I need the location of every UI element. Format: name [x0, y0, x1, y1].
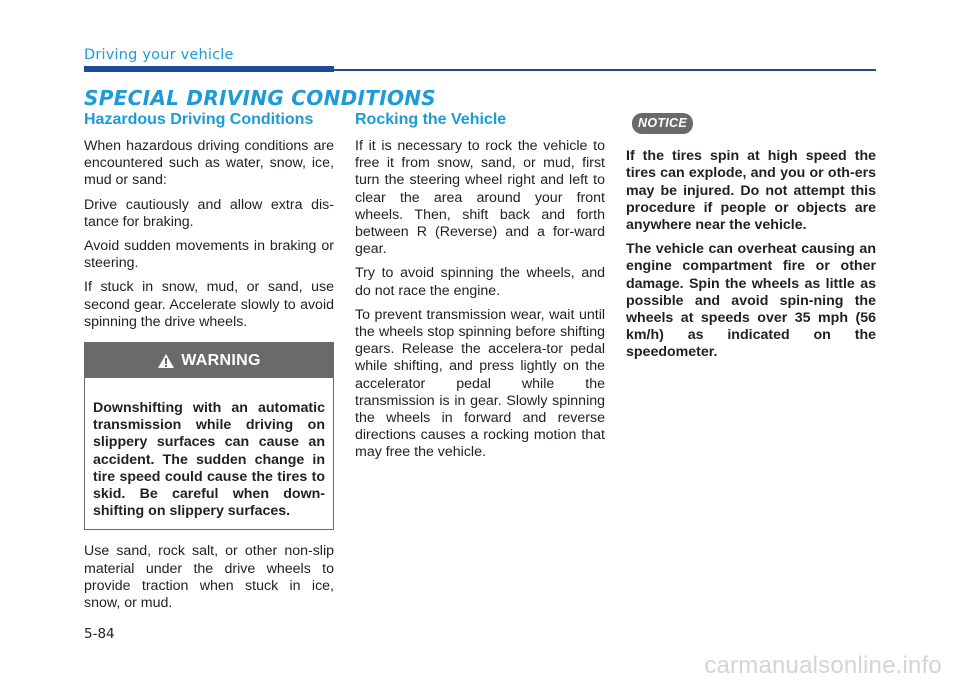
header-bar-thin [334, 69, 876, 71]
paragraph: When hazardous driving conditions are encountered such as water, snow, ice, mud or sand: [84, 138, 334, 189]
header-bar-thick [84, 66, 334, 72]
notice-paragraph: If the tires spin at high speed the tires can explode, and you or oth-ers may be injured. Do not attempt this procedure if people or objects are anywhere near the vehicle. [626, 148, 876, 234]
warning-triangle-icon [157, 353, 175, 369]
heading-hazardous: Hazardous Driving Conditions [84, 111, 314, 128]
watermark: carmanualsonline.info [704, 652, 942, 679]
paragraph: Try to avoid spinning the wheels, and do not race the engine. [355, 265, 605, 299]
paragraph: To prevent transmission wear, wait until the wheels stop spinning before shifting gears. Release the accelera-tor pedal while shifting, and press lightly on the accelerator pedal while the transmission is in gear. Slowly spinning the wheels in forward and reverse directions causes a rocking motion that may free the vehicle. [355, 306, 605, 461]
warning-header [85, 343, 333, 378]
warning-box [84, 342, 334, 530]
column-hazardous [84, 110, 334, 619]
paragraph: Drive cautiously and allow extra dis-tance for braking. [84, 196, 334, 230]
warning-text: Downshifting with an automatic transmission while driving on slippery surfaces can cause an accident. The sudden change in tire speed could cause the tires to skid. Be careful when down-shifting on slippery surfaces. [93, 400, 325, 520]
paragraph: If it is necessary to rock the vehicle to free it from snow, sand, or mud, first turn the steering wheel right and left to clear the area around your front wheels. Then, shift back and forth between R (Reverse) and a for-ward gear. [355, 138, 605, 258]
column-notice [626, 110, 876, 369]
section-label: Driving your vehicle [84, 47, 234, 63]
warning-label: WARNING [181, 351, 261, 369]
notice-paragraph: The vehicle can overheat causing an engine compartment fire or other damage. Spin the wheels as little as possible and avoid spin-ning the wheels at speeds over 35 mph (56 km/h) as indicated on the speedometer. [626, 241, 876, 361]
paragraph: Use sand, rock salt, or other non-slip material under the drive wheels to provide traction when stuck in ice, snow, or mud. [84, 543, 334, 612]
page-title: SPECIAL DRIVING CONDITIONS [84, 86, 436, 110]
page-number: 5-84 [84, 626, 115, 642]
paragraph: Avoid sudden movements in braking or steering. [84, 238, 334, 272]
paragraph: If stuck in snow, mud, or sand, use second gear. Accelerate slowly to avoid spinning the drive wheels. [84, 279, 334, 330]
heading-rocking: Rocking the Vehicle [355, 111, 507, 128]
notice-badge: NOTICE [632, 113, 693, 134]
column-rocking [355, 110, 605, 469]
